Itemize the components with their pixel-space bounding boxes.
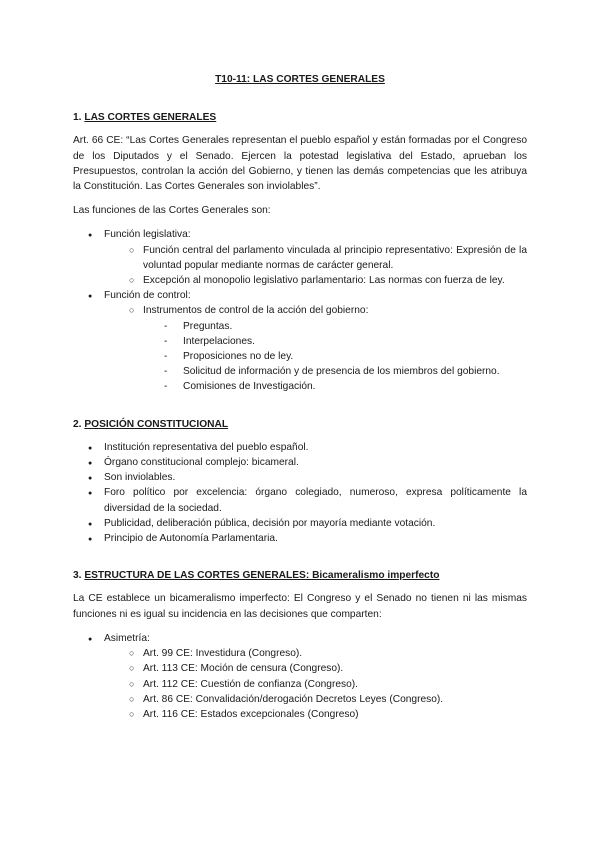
list-item <box>73 440 527 455</box>
function-detail: Función central del parlamento vinculada al principio representativo: Expresión de la voluntad popular mediante normas de carácter general. <box>143 244 527 271</box>
list-item <box>73 692 527 707</box>
list-item <box>73 631 527 646</box>
list-item <box>73 516 527 531</box>
list-item <box>73 227 527 242</box>
position-list <box>73 440 527 546</box>
section-1-title: LAS CORTES GENERALES <box>84 112 217 124</box>
circle-bullet-icon: ○ <box>129 648 135 659</box>
control-instrument: Preguntas. <box>183 320 233 332</box>
list-item-text: Institución representativa del pueblo español. <box>104 441 309 453</box>
bullet-icon <box>88 227 92 243</box>
section-1-intro: Las funciones de las Cortes Generales son: <box>73 205 271 217</box>
section-1-number: 1. <box>73 112 82 124</box>
list-item <box>73 470 527 485</box>
bullet-icon <box>88 516 92 532</box>
bullet-icon <box>88 455 92 471</box>
bullet-icon <box>88 288 92 304</box>
list-item <box>73 379 527 394</box>
functions-list <box>73 227 527 394</box>
bullet-icon <box>88 485 92 501</box>
section-3-title: ESTRUCTURA DE LAS CORTES GENERALES: Bicameralismo imperfecto <box>84 570 440 582</box>
control-instrument: Interpelaciones. <box>183 335 255 347</box>
control-instrument: Solicitud de información y de presencia de los miembros del gobierno. <box>183 366 500 378</box>
dash-bullet-icon: - <box>164 335 168 347</box>
list-item <box>73 334 527 349</box>
list-item-text: Son inviolables. <box>104 472 176 484</box>
section-1-paragraph: Art. 66 CE: “Las Cortes Generales representan el pueblo español y están formadas por el Congreso de los Diputados y el Senado. Ejercen la potestad legislativa del Estado, aprueban los Presupuestos, controlan la acción del Gobierno, y tienen las demás competencias que les atribuya la Constitución. Las Cortes Generales son inviolables”. <box>73 135 527 193</box>
section-3-heading <box>73 568 527 583</box>
section-2-title: POSICIÓN CONSTITUCIONAL <box>84 418 229 430</box>
list-item <box>73 707 527 722</box>
circle-bullet-icon: ○ <box>129 678 135 689</box>
circle-bullet-icon: ○ <box>129 275 135 286</box>
dash-bullet-icon: - <box>164 366 168 378</box>
list-item <box>73 349 527 364</box>
list-item <box>73 531 527 546</box>
function-label: Función de control: <box>104 290 191 302</box>
list-item <box>73 319 527 334</box>
asymmetry-item: Art. 116 CE: Estados excepcionales (Congreso) <box>143 708 359 720</box>
asymmetry-item: Art. 113 CE: Moción de censura (Congreso). <box>143 663 344 675</box>
circle-bullet-icon: ○ <box>129 663 135 674</box>
list-item <box>73 273 527 288</box>
control-instrument: Proposiciones no de ley. <box>183 351 294 363</box>
asymmetry-list <box>73 631 527 722</box>
function-detail: Instrumentos de control de la acción del gobierno: <box>143 305 369 317</box>
asymmetry-label: Asimetría: <box>104 632 150 644</box>
list-item-text: Publicidad, deliberación pública, decisión por mayoría mediante votación. <box>104 517 436 529</box>
section-2-number: 2. <box>73 418 82 430</box>
list-item <box>73 243 527 273</box>
circle-bullet-icon: ○ <box>129 693 135 704</box>
list-item-text: Órgano constitucional complejo: bicameral. <box>104 457 299 469</box>
bullet-icon <box>88 440 92 456</box>
list-item <box>73 677 527 692</box>
list-item <box>73 646 527 661</box>
list-item <box>73 455 527 470</box>
section-3-paragraph: La CE establece un bicameralismo imperfecto: El Congreso y el Senado no tienen ni las mismas funciones ni es igual su incidencia en las decisiones que comparten: <box>73 593 527 620</box>
list-item <box>73 485 527 515</box>
bullet-icon <box>88 470 92 486</box>
dash-bullet-icon: - <box>164 351 168 363</box>
list-item <box>73 364 527 379</box>
dash-bullet-icon: - <box>164 320 168 332</box>
asymmetry-item: Art. 112 CE: Cuestión de confianza (Congreso). <box>143 678 358 690</box>
list-item <box>73 661 527 676</box>
control-instrument: Comisiones de Investigación. <box>183 381 316 393</box>
function-detail: Excepción al monopolio legislativo parlamentario: Las normas con fuerza de ley. <box>143 275 505 287</box>
list-item-text: Foro político por excelencia: órgano colegiado, numeroso, expresa políticamente la diversidad de la sociedad. <box>104 487 527 514</box>
bullet-icon <box>88 531 92 547</box>
list-item <box>73 288 527 303</box>
bullet-icon <box>88 631 92 647</box>
circle-bullet-icon: ○ <box>129 305 135 316</box>
list-item-text: Principio de Autonomía Parlamentaria. <box>104 533 278 545</box>
function-label: Función legislativa: <box>104 229 191 241</box>
asymmetry-item: Art. 99 CE: Investidura (Congreso). <box>143 648 303 660</box>
section-3-number: 3. <box>73 570 82 582</box>
document-title: T10-11: LAS CORTES GENERALES <box>215 74 385 85</box>
circle-bullet-icon: ○ <box>129 244 135 255</box>
dash-bullet-icon: - <box>164 381 168 393</box>
list-item <box>73 303 527 318</box>
circle-bullet-icon: ○ <box>129 708 135 719</box>
section-2-heading <box>73 417 527 432</box>
asymmetry-item: Art. 86 CE: Convalidación/derogación Decretos Leyes (Congreso). <box>143 693 444 705</box>
section-1-heading <box>73 110 527 125</box>
